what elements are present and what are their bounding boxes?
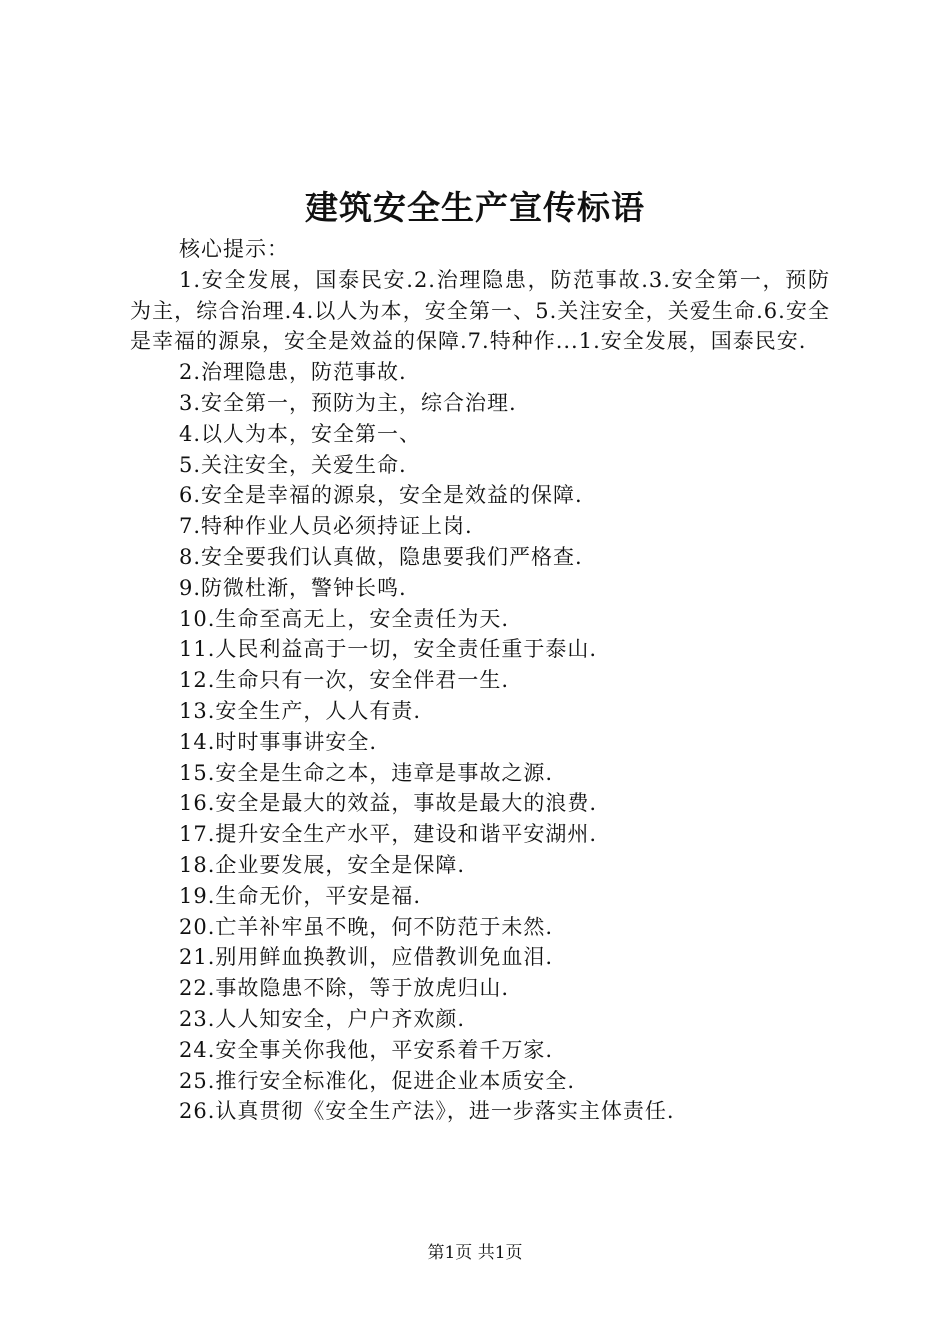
slogan-item: 20.亡羊补牢虽不晚，何不防范于未然. bbox=[179, 914, 554, 939]
slogan-item: 25.推行安全标准化，促进企业本质安全. bbox=[179, 1068, 576, 1093]
slogan-item: 8.安全要我们认真做，隐患要我们严格查. bbox=[179, 544, 583, 569]
slogan-item: 19.生命无价，平安是福. bbox=[179, 883, 422, 908]
slogan-item: 16.安全是最大的效益，事故是最大的浪费. bbox=[179, 791, 598, 816]
slogan-item: 18.企业要发展，安全是保障. bbox=[179, 852, 466, 877]
slogan-item: 11.人民利益高于一切，安全责任重于泰山. bbox=[179, 637, 598, 662]
slogan-item: 12.生命只有一次，安全伴君一生. bbox=[179, 668, 510, 693]
document-body bbox=[130, 234, 830, 1127]
slogan-item: 21.别用鲜血换教训，应借教训免血泪. bbox=[179, 945, 554, 970]
slogan-item: 9.防微杜渐，警钟长鸣. bbox=[179, 575, 407, 600]
page-footer: 第1页 共1页 bbox=[427, 1243, 523, 1263]
summary-paragraph: 1.安全发展，国泰民安.2.治理隐患，防范事故.3.安全第一，预防为主，综合治理.4.以人为本，安全第一、5.关注安全，关爱生命.6.安全是幸福的源泉，安全是效益的保障.7.特种作...1.安全发展，国泰民安. bbox=[130, 267, 830, 354]
slogan-item: 24.安全事关你我他，平安系着千万家. bbox=[179, 1037, 554, 1062]
document-title: 建筑安全生产宣传标语 bbox=[305, 188, 645, 227]
slogan-item: 17.提升安全生产水平，建设和谐平安湖州. bbox=[179, 822, 598, 847]
slogan-item: 3.安全第一，预防为主，综合治理. bbox=[179, 390, 517, 415]
slogan-item: 10.生命至高无上，安全责任为天. bbox=[179, 606, 510, 631]
slogan-item: 14.时时事事讲安全. bbox=[179, 729, 378, 754]
slogan-item: 5.关注安全，关爱生命. bbox=[179, 452, 407, 477]
slogan-item: 13.安全生产，人人有责. bbox=[179, 698, 422, 723]
slogan-item: 4.以人为本，安全第一、 bbox=[179, 421, 422, 446]
slogan-item: 22.事故隐患不除，等于放虎归山. bbox=[179, 976, 510, 1001]
slogan-item: 15.安全是生命之本，违章是事故之源. bbox=[179, 760, 554, 785]
slogan-list bbox=[130, 357, 830, 1127]
slogan-item: 7.特种作业人员必须持证上岗. bbox=[179, 514, 473, 539]
hint-label: 核心提示： bbox=[179, 237, 289, 261]
slogan-item: 26.认真贯彻《安全生产法》，进一步落实主体责任. bbox=[179, 1099, 675, 1124]
slogan-item: 2.治理隐患，防范事故. bbox=[179, 360, 407, 385]
slogan-item: 23.人人知安全，户户齐欢颜. bbox=[179, 1006, 466, 1031]
slogan-item: 6.安全是幸福的源泉，安全是效益的保障. bbox=[179, 483, 583, 508]
